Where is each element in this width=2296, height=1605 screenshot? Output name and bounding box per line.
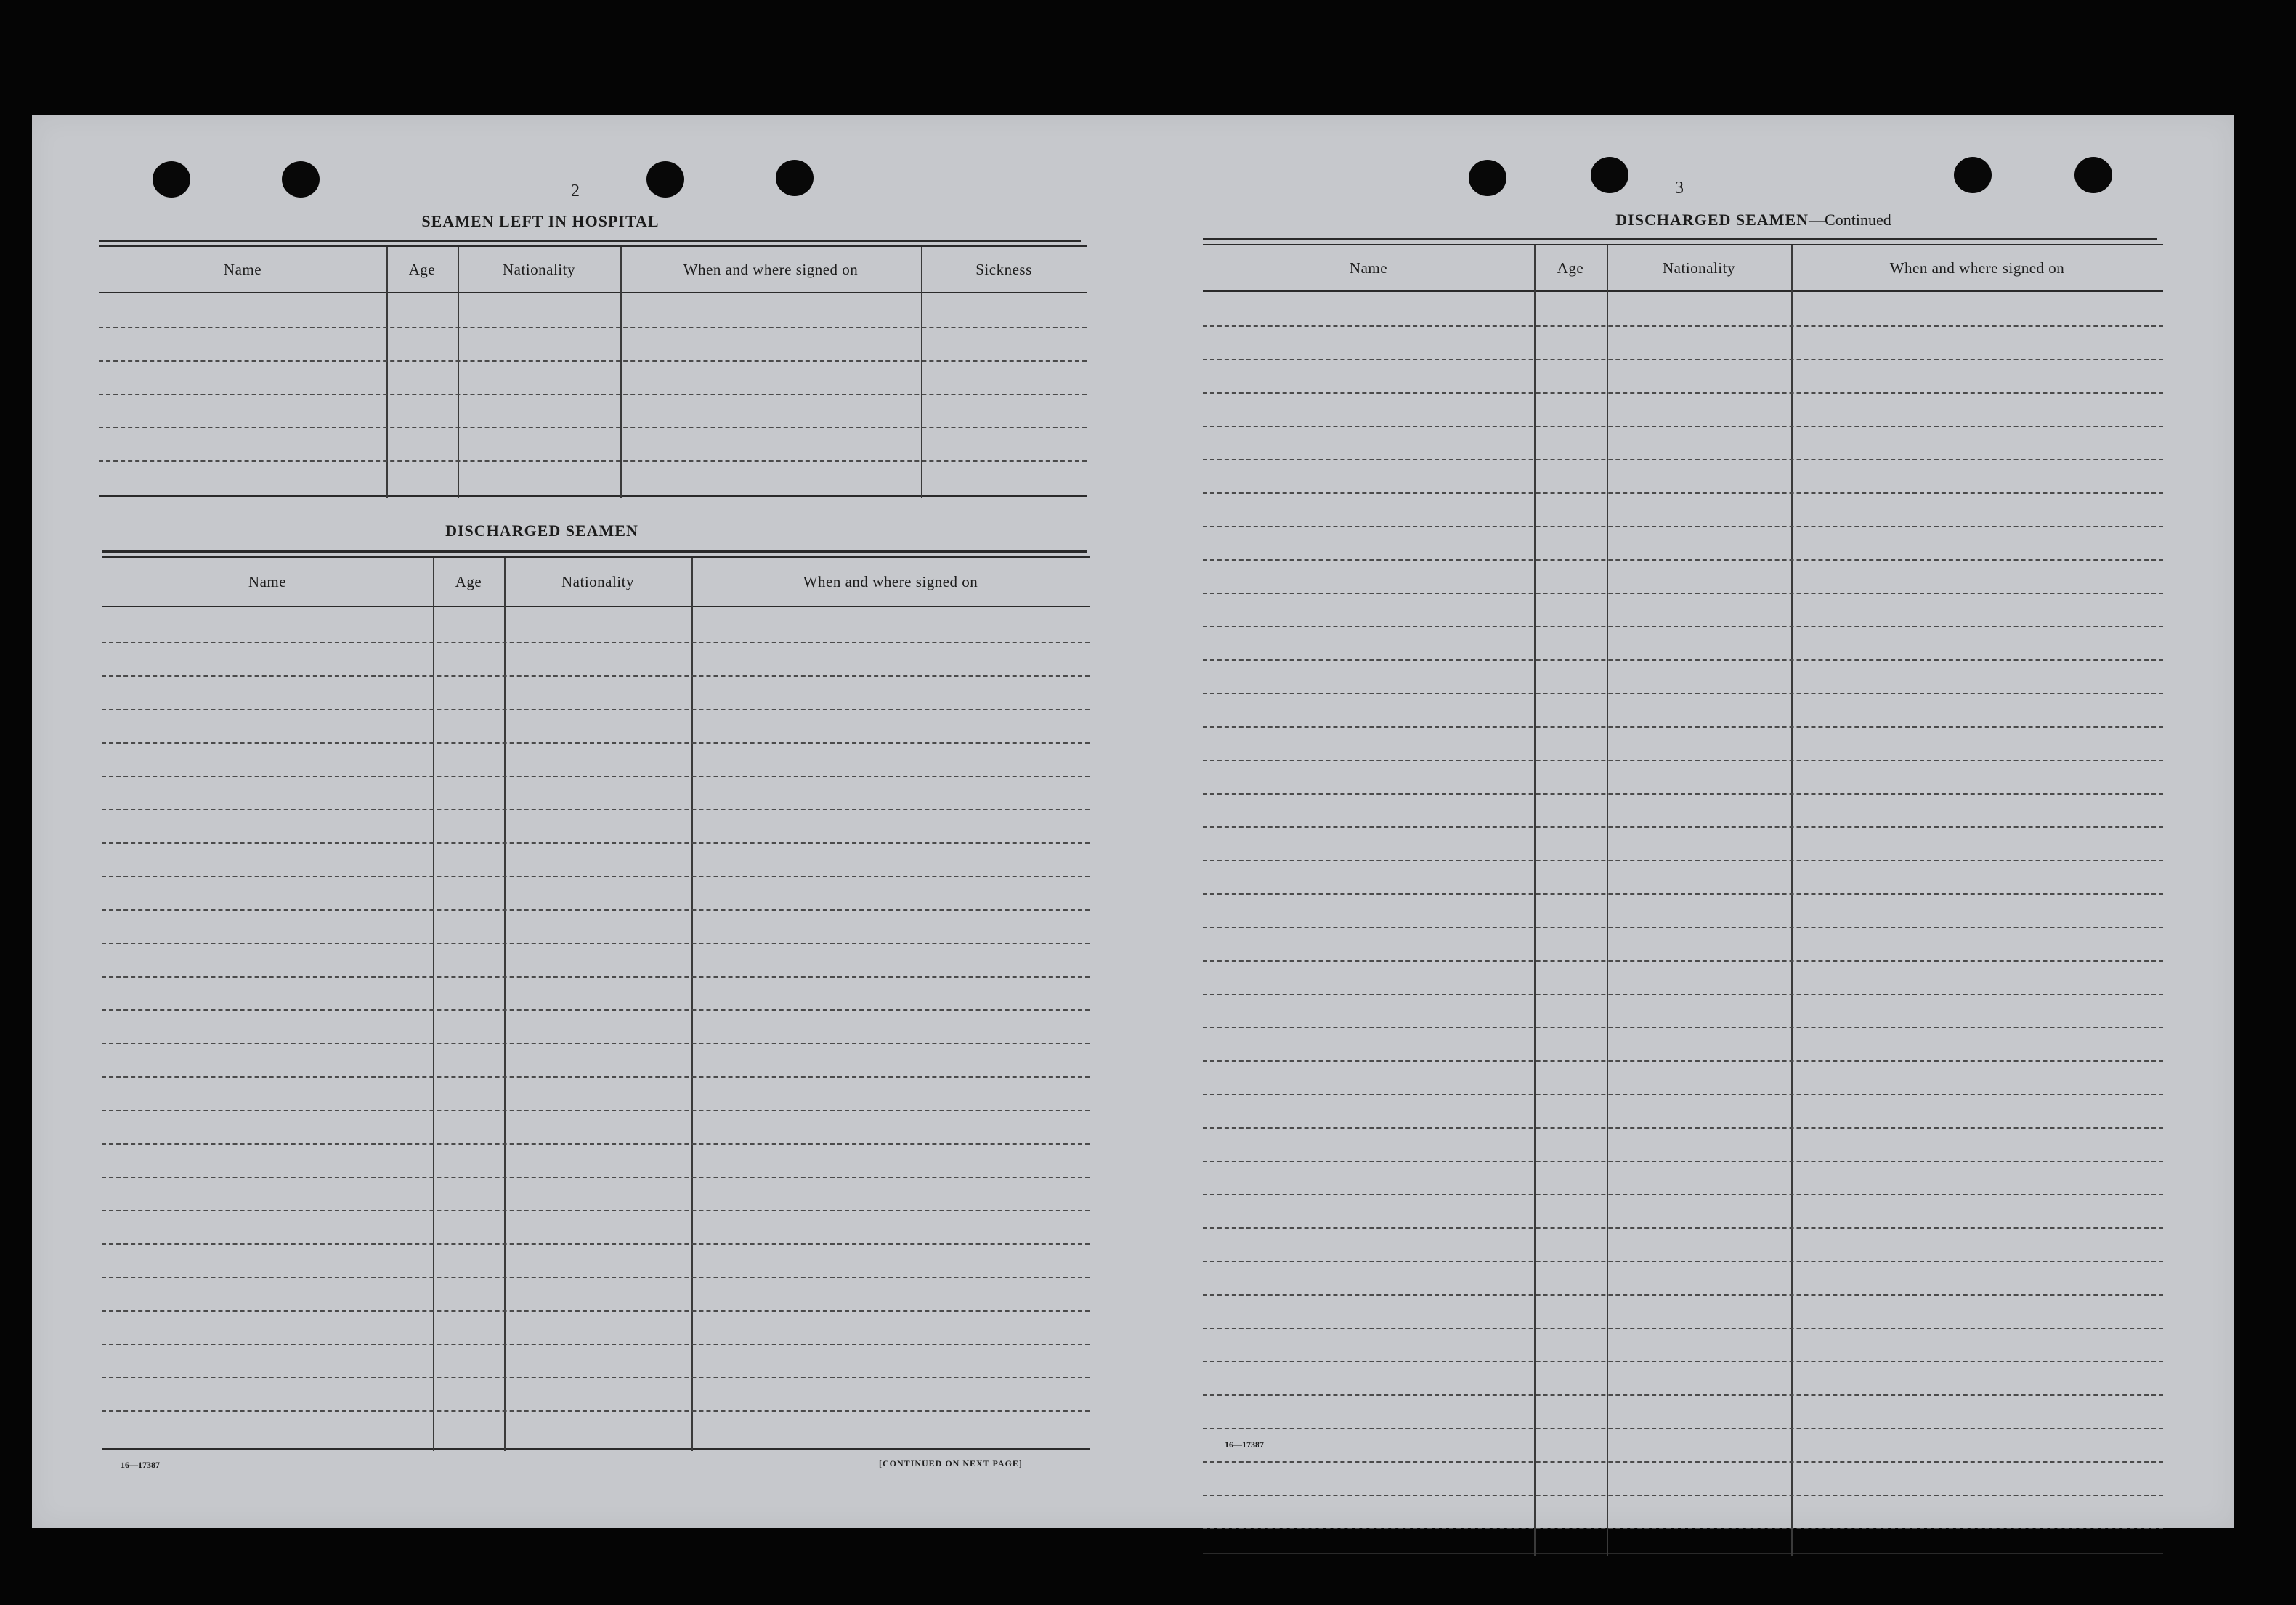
row-line [102, 709, 1090, 710]
hospital-col-sickness: Sickness [975, 260, 1032, 278]
punch-hole [2074, 157, 2112, 193]
left-form-code: 16—17387 [121, 1460, 160, 1470]
row-line [1203, 860, 2163, 861]
row-line [102, 1310, 1090, 1312]
row-line [1203, 392, 2163, 394]
row-line [1203, 1528, 2163, 1529]
discharged-section-title-text: DISCHARGED SEAMEN [445, 521, 638, 540]
continued-note: [CONTINUED ON NEXT PAGE] [879, 1458, 1023, 1468]
punch-hole [153, 161, 190, 198]
discharged-table-right-header [1203, 245, 2163, 292]
row-line [1203, 593, 2163, 594]
hospital-section-title [97, 212, 983, 231]
top-rule [102, 550, 1087, 553]
row-line [1203, 626, 2163, 627]
row-line [1203, 1094, 2163, 1095]
row-line [1203, 793, 2163, 795]
hospital-col-age: Age [408, 260, 436, 278]
row-line [99, 327, 1087, 328]
row-line [102, 809, 1090, 810]
hospital-col-name: Name [223, 260, 262, 278]
row-line [102, 1210, 1090, 1211]
hospital-col-signed-on: When and where signed on [683, 260, 859, 278]
right-page-number: 3 [1675, 179, 1684, 198]
row-line [102, 675, 1090, 677]
row-line [1203, 726, 2163, 728]
row-line [1203, 1495, 2163, 1496]
top-rule [1203, 238, 2157, 240]
row-line [99, 360, 1087, 362]
column-divider [691, 558, 693, 1451]
punch-hole [1591, 157, 1628, 193]
row-line [1203, 426, 2163, 427]
row-line [1203, 1328, 2163, 1329]
punch-hole [1954, 157, 1992, 193]
row-line [102, 1076, 1090, 1078]
row-line [102, 1009, 1090, 1011]
row-line [1203, 1227, 2163, 1229]
discharged-right-col-age: Age [1557, 259, 1584, 277]
discharged-continued-title [1398, 211, 2109, 229]
row-line [1203, 1060, 2163, 1062]
row-line [102, 742, 1090, 744]
discharged-right-col-nationality: Nationality [1663, 259, 1735, 277]
row-line [1203, 459, 2163, 460]
row-line [102, 976, 1090, 978]
row-line [102, 1277, 1090, 1278]
punch-hole [282, 161, 320, 198]
column-divider [504, 558, 506, 1451]
row-line [1203, 325, 2163, 327]
row-line [1203, 693, 2163, 694]
row-line [1203, 659, 2163, 661]
row-line [102, 1177, 1090, 1178]
discharged-table-left-header [102, 558, 1090, 607]
document-sheet [32, 115, 2234, 1528]
discharged-table-right [1203, 244, 2163, 1554]
row-line [102, 1243, 1090, 1245]
top-rule [99, 240, 1081, 242]
hospital-table [99, 245, 1087, 497]
discharged-section-title [99, 521, 985, 540]
row-line [1203, 359, 2163, 360]
punch-hole [1469, 160, 1506, 196]
row-line [1203, 927, 2163, 928]
row-line [1203, 1361, 2163, 1362]
discharged-col-nationality: Nationality [561, 572, 634, 590]
row-line [1203, 1161, 2163, 1162]
row-line [1203, 526, 2163, 527]
discharged-col-age: Age [455, 572, 482, 590]
discharged-continued-title-text: DISCHARGED SEAMEN [1615, 211, 1809, 229]
row-line [102, 1344, 1090, 1345]
row-line [1203, 960, 2163, 962]
row-line [1203, 559, 2163, 561]
row-line [102, 909, 1090, 911]
row-line [1203, 1194, 2163, 1195]
column-divider [1607, 245, 1608, 1556]
row-line [99, 460, 1087, 462]
row-line [1203, 760, 2163, 761]
row-line [1203, 1394, 2163, 1396]
right-form-code: 16—17387 [1225, 1439, 1264, 1450]
discharged-table-left [102, 556, 1090, 1450]
column-divider [1534, 245, 1536, 1556]
row-line [1203, 1428, 2163, 1429]
row-line [102, 876, 1090, 877]
punch-hole [776, 160, 814, 196]
row-line [102, 1377, 1090, 1378]
continued-suffix: —Continued [1809, 211, 1891, 229]
row-line [1203, 1261, 2163, 1262]
row-line [1203, 893, 2163, 895]
row-line [1203, 1027, 2163, 1028]
row-line [1203, 1461, 2163, 1463]
hospital-col-nationality: Nationality [503, 260, 575, 278]
hospital-section-title-text: SEAMEN LEFT IN HOSPITAL [421, 212, 660, 230]
row-line [99, 427, 1087, 428]
row-line [1203, 994, 2163, 995]
row-line [102, 1110, 1090, 1111]
row-line [102, 842, 1090, 844]
row-line [102, 1043, 1090, 1044]
row-line [1203, 492, 2163, 494]
hospital-table-header [99, 247, 1087, 293]
left-page-number: 2 [571, 182, 580, 200]
row-line [102, 642, 1090, 643]
row-line [1203, 1294, 2163, 1296]
row-line [102, 1410, 1090, 1412]
row-line [102, 776, 1090, 777]
column-divider [433, 558, 434, 1451]
punch-hole [646, 161, 684, 198]
discharged-col-signed-on: When and where signed on [803, 572, 978, 590]
row-line [99, 394, 1087, 395]
discharged-right-col-name: Name [1349, 259, 1388, 277]
discharged-right-col-signed-on: When and where signed on [1889, 259, 2065, 277]
row-line [1203, 826, 2163, 828]
row-line [102, 943, 1090, 944]
row-line [102, 1143, 1090, 1145]
column-divider [1791, 245, 1793, 1556]
row-line [1203, 1127, 2163, 1129]
discharged-col-name: Name [248, 572, 287, 590]
